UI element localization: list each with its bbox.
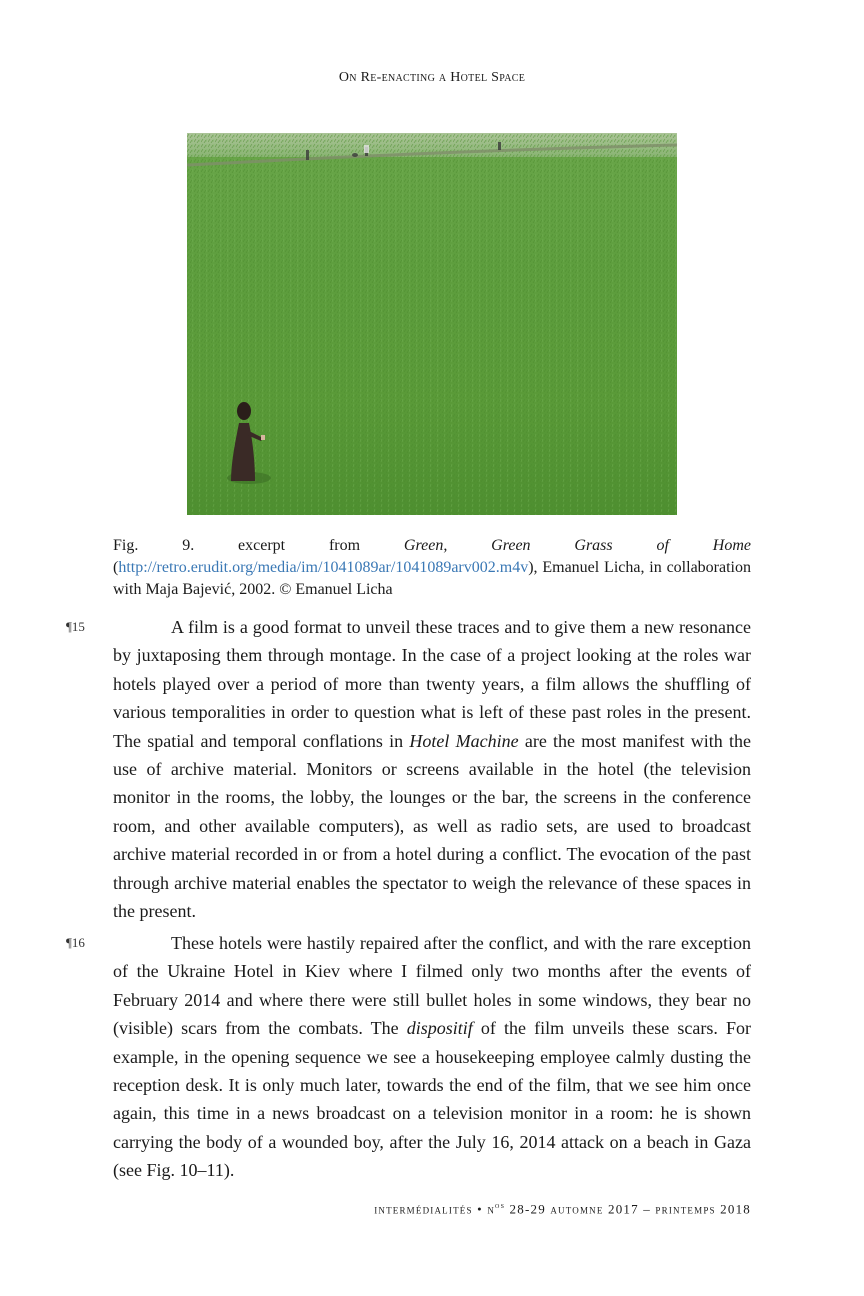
paragraph-16 [113,929,751,1185]
journal-name: intermédialités • n [374,1201,496,1217]
paragraph-text: are the most manifest with the use of archive material. Monitors or screens available in the hotel (the television monitor in the rooms, the lobby, the lounges or the bar, the screens in the conference room, and other available computers), as well as radio sets, are used to broadcast archive material recorded in or from a hotel during a conflict. The evocation of the past through archive material enables the spectator to weigh the relevance of these spaces in the present. [113,730,751,922]
term-dispositif: dispositif [406,1018,473,1039]
figure-image [187,133,677,515]
grass-field-photo [187,133,677,515]
paragraph-text: of the film unveils these scars. For example, in the opening sequence we see a housekeeping employee calmly dusting the reception desk. It is only much later, towards the end of the film, that we see him once again, this time in a news broadcast on a television monitor in a room: he is shown carrying the body of a wounded boy, after the July 16, 2014 attack on a beach in Gaza (see Fig. 10–11). [113,1018,752,1181]
caption-paren: ( [113,559,119,576]
caption-link[interactable]: http://retro.erudit.org/media/im/1041089ar/1041089arv002.m4v [118,559,529,576]
issue-number-sup: os [495,1200,506,1210]
journal-footer [374,1200,751,1217]
caption-film-title: Green, Green Grass of Home [403,537,751,554]
paragraph-15 [113,613,751,925]
paragraph-number-15: ¶15 [66,619,85,634]
paragraph-number-16: ¶16 [66,935,85,950]
running-head: On Re-enacting a Hotel Space [338,70,526,85]
paragraph-text: These hotels were hastily repaired after the conflict, and with the rare exception of the Ukraine Hotel in Kiev where I filmed only two months after the events of February 2014 and where there were still bullet holes in some windows, they bear no (visible) scars from the combats. The [113,933,751,1039]
caption-credits: ), Emanuel Licha, in collaboration with Maja Bajević, 2002. © Emanuel Licha [113,559,751,598]
issue-info: 28-29 automne 2017 – printemps 2018 [505,1201,751,1217]
film-title-hotel-machine: Hotel Machine [409,730,519,751]
paragraph-text: A film is a good format to unveil these traces and to give them a new resonance by juxtaposing them through montage. In the case of a project looking at the roles war hotels played over a period of more than twenty years, a film allows the shuffling of various temporalities in order to question what is left of these past roles in the present. The spatial and temporal conflations in [113,617,751,751]
figure-caption [113,535,751,601]
caption-label: Fig. 9. excerpt from [113,537,404,554]
